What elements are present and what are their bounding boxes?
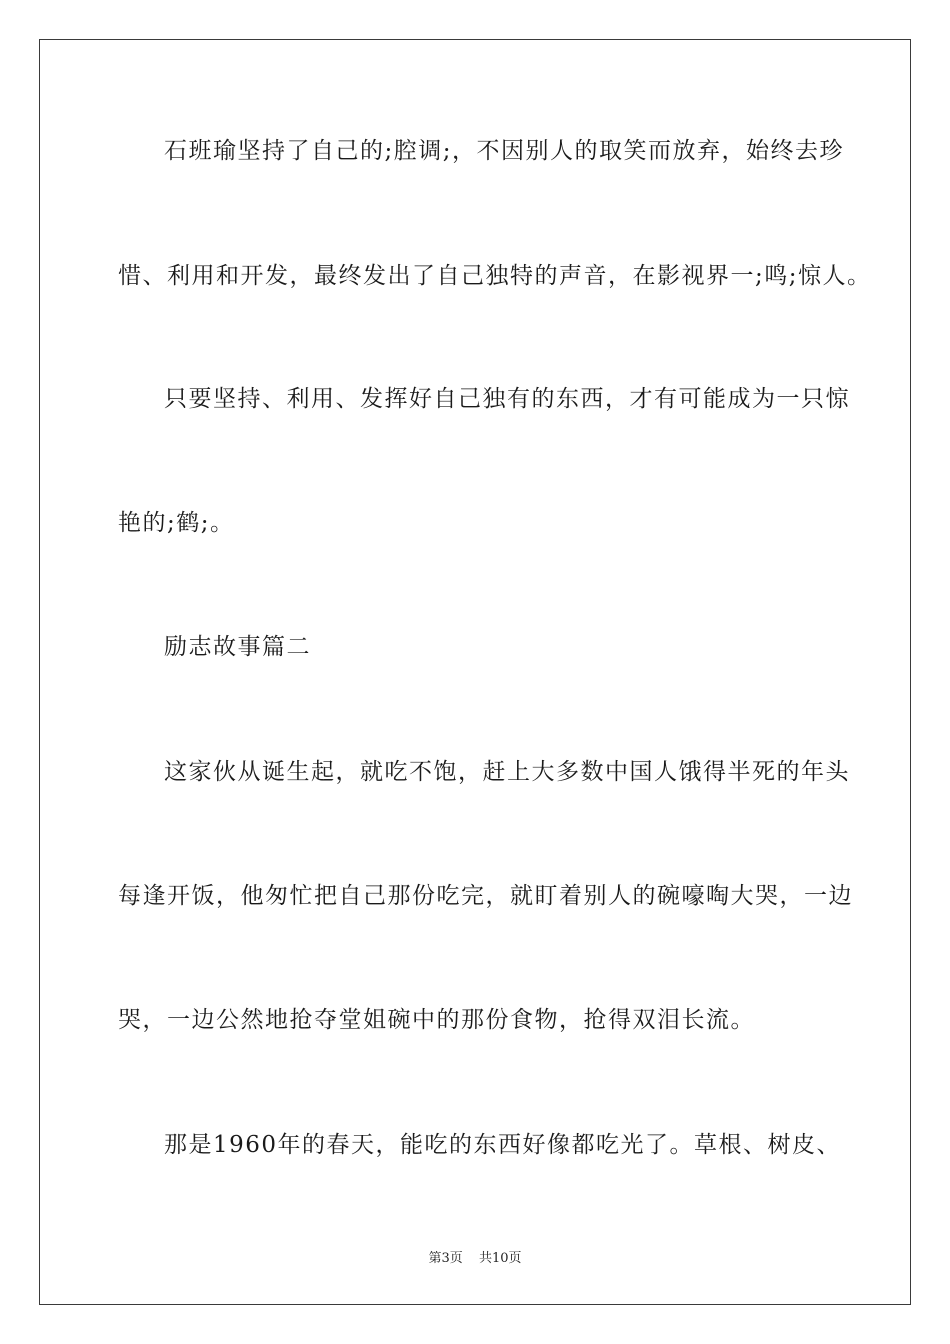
paragraph-1-line-2: 惜、利用和开发，最终发出了自己独特的声音，在影视界一;鸣;惊人。 [118, 263, 872, 289]
paragraph-3-line-1: 这家伙从诞生起，就吃不饱，赶上大多数中国人饿得半死的年头 [164, 759, 850, 785]
paragraph-2-line-2: 艳的;鹤;。 [118, 510, 235, 536]
paragraph-4-line-1: 那是1960年的春天，能吃的东西好像都吃光了。草根、树皮、 [164, 1132, 842, 1158]
paragraph-2-line-1: 只要坚持、利用、发挥好自己独有的东西，才有可能成为一只惊 [164, 386, 850, 412]
page-border [39, 39, 911, 1305]
section-heading: 励志故事篇二 [164, 634, 311, 660]
paragraph-3-line-3: 哭，一边公然地抢夺堂姐碗中的那份食物，抢得双泪长流。 [118, 1007, 755, 1033]
paragraph-3-line-2: 每逢开饭，他匆忙把自己那份吃完，就盯着别人的碗嚎啕大哭，一边 [118, 883, 853, 909]
paragraph-1-line-1: 石班瑜坚持了自己的;腔调;，不因别人的取笑而放弃，始终去珍 [164, 138, 844, 164]
page-total: 共10页 [478, 1251, 522, 1266]
page-footer [0, 1247, 950, 1266]
page-number: 第3页 [428, 1251, 463, 1266]
